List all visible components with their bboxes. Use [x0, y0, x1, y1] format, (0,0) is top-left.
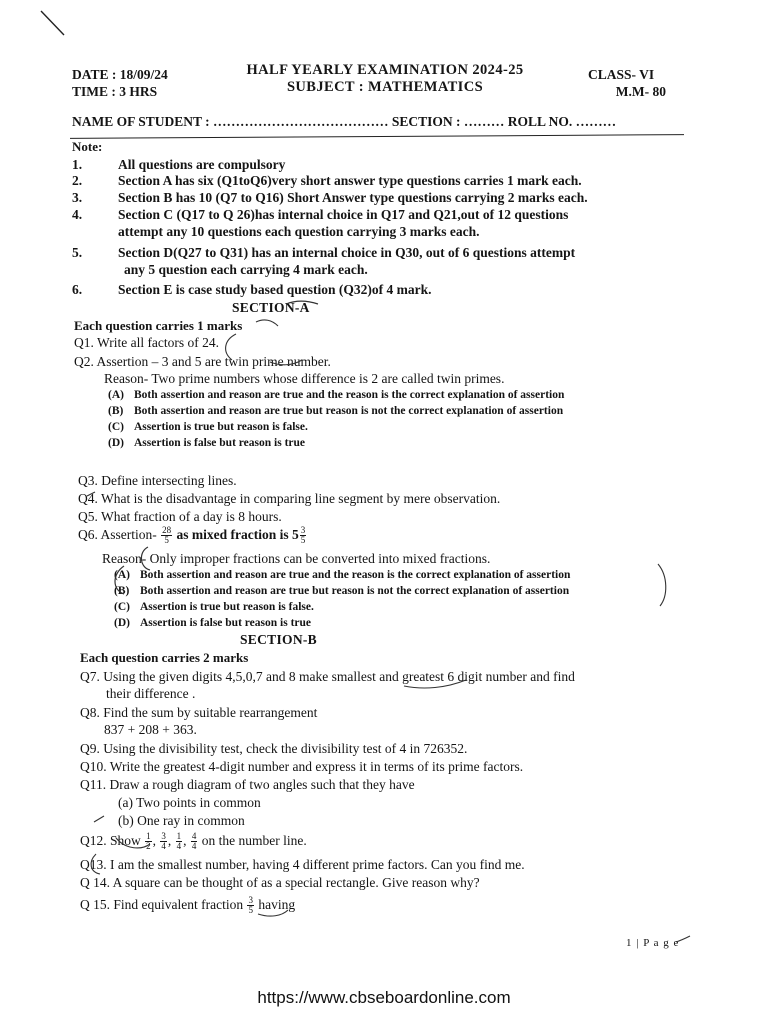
- option-label: (D): [114, 617, 130, 629]
- fraction-denominator: 2: [146, 841, 151, 852]
- question-13: Q13. I am the smallest number, having 4 different prime factors. Can you find me.: [80, 857, 525, 872]
- option-text: Assertion is false but reason is true: [140, 617, 312, 629]
- question-2-option-d: [108, 436, 305, 451]
- question-4: Q4. What is the disadvantage in comparing line segment by mere observation.: [78, 491, 501, 506]
- question-8-expression: 837 + 208 + 363.: [104, 722, 197, 737]
- question-14: Q 14. A square can be thought of as a special rectangle. Give reason why?: [80, 875, 480, 890]
- question-7: Q7. Using the given digits 4,5,0,7 and 8 make smallest and greatest 6 digit number and find: [80, 669, 575, 684]
- question-2-option-b: [108, 404, 563, 419]
- note-text: Section E is case study based question (Q32)of 4 mark.: [118, 282, 432, 297]
- note-number: 1.: [72, 157, 83, 172]
- question-6-option-a: [114, 568, 570, 583]
- question-6: [78, 526, 307, 545]
- fraction-4-4: [191, 832, 198, 851]
- option-text: Assertion is true but reason is false.: [140, 601, 314, 613]
- option-text: Assertion is false but reason is true: [134, 437, 306, 449]
- question-12: Q12. Show $\frac{1}{2}$ , $\frac{3}{4}$ , $\frac{1}{4}$ , $\frac{4}{4}$ on the number line.: [80, 831, 307, 852]
- question-10: Q10. Write the greatest 4-digit number and express it in terms of its prime factors.: [80, 759, 524, 774]
- section-a-title: SECTION-A: [232, 300, 310, 315]
- question-12-suffix: on the number line.: [201, 833, 307, 848]
- question-11: Q11. Draw a rough diagram of two angles such that they have: [80, 777, 415, 792]
- note-text: Section C (Q17 to Q 26)has internal choice in Q17 and Q21,out of 12 questions: [118, 207, 569, 222]
- fraction-numerator: 4: [191, 831, 197, 842]
- fraction-denominator: 5: [248, 905, 253, 916]
- fraction-denominator: 5: [164, 535, 169, 546]
- exam-subject: SUBJECT : MATHEMATICS: [286, 79, 484, 95]
- note-number: 4.: [72, 207, 83, 222]
- exam-date: DATE : 18/09/24: [72, 67, 168, 82]
- fraction-1-2: [145, 832, 152, 851]
- header-rule: [70, 134, 684, 139]
- question-2-option-a: [108, 388, 564, 403]
- question-11-part-b: (b) One ray in common: [118, 813, 245, 828]
- note-text: Section D(Q27 to Q31) has an internal choice in Q30, out of 6 questions attempt: [118, 245, 576, 260]
- question-6-mid: as mixed fraction is 5: [176, 527, 299, 542]
- notes-title: Note:: [72, 139, 103, 154]
- scan-stroke-mark: [38, 8, 68, 38]
- question-8: Q8. Find the sum by suitable rearrangement: [80, 705, 318, 720]
- question-2-reason: Reason- Two prime numbers whose difference is 2 are called twin primes.: [104, 371, 505, 386]
- header-right: [588, 66, 666, 100]
- note-text: Section B has 10 (Q7 to Q16) Short Answer type questions carrying 2 marks each.: [118, 190, 588, 205]
- fraction-28-5: [161, 526, 172, 545]
- section-b-subtitle: Each question carries 2 marks: [80, 650, 249, 665]
- header-left: [72, 66, 168, 100]
- question-11-part-a: (a) Two points in common: [118, 795, 261, 810]
- option-text: Assertion is true but reason is false.: [134, 421, 308, 433]
- option-label: (B): [114, 585, 130, 597]
- note-text: All questions are compulsory: [118, 157, 286, 172]
- fraction-3-5: [247, 896, 254, 915]
- section-b-title: SECTION-B: [240, 632, 317, 647]
- header-center: [240, 62, 530, 96]
- note-text-continued: attempt any 10 questions each question carrying 3 marks each.: [118, 224, 480, 239]
- question-6-option-c: [114, 600, 314, 615]
- fraction-numerator: 3: [300, 525, 306, 536]
- question-15-prefix: Q 15. Find equivalent fraction: [80, 897, 244, 912]
- option-label: (C): [114, 601, 130, 613]
- question-15-suffix: having: [258, 897, 296, 912]
- option-text: Both assertion and reason are true and the reason is the correct explanation of assertion: [134, 389, 565, 401]
- question-9: Q9. Using the divisibility test, check the divisibility test of 4 in 726352.: [80, 741, 468, 756]
- fraction-numerator: 3: [248, 895, 253, 906]
- max-marks: M.M- 80: [615, 84, 666, 99]
- option-label: (D): [108, 437, 124, 449]
- fraction-numerator: 28: [162, 525, 172, 536]
- exam-time: TIME : 3 HRS: [72, 84, 158, 99]
- question-6-reason: Reason- Only improper fractions can be converted into mixed fractions.: [102, 551, 491, 566]
- option-label: (A): [108, 389, 124, 401]
- fraction-3-4: [160, 832, 167, 851]
- fraction-numerator: 1: [146, 831, 151, 842]
- note-number: 3.: [72, 190, 83, 205]
- fraction-denominator: 4: [191, 841, 197, 852]
- exam-class: CLASS- VI: [588, 67, 655, 82]
- option-label: (B): [108, 405, 124, 417]
- question-3: Q3. Define intersecting lines.: [78, 473, 237, 488]
- question-2: Q2. Assertion – 3 and 5 are twin prime number.: [74, 354, 331, 369]
- question-12-prefix: Q12. Show: [80, 833, 141, 848]
- fraction-denominator: 4: [176, 841, 182, 852]
- question-6-option-b: [114, 584, 569, 599]
- question-15: [80, 896, 295, 915]
- fraction-numerator: 1: [176, 831, 182, 842]
- exam-title: HALF YEARLY EXAMINATION 2024-25: [246, 62, 524, 78]
- question-6-prefix: Q6. Assertion-: [78, 527, 157, 542]
- question-6-option-d: [114, 616, 311, 631]
- question-1: Q1. Write all factors of 24.: [74, 335, 220, 350]
- option-text: Both assertion and reason are true but reason is not the correct explanation of assertion: [140, 585, 570, 597]
- note-number: 5.: [72, 245, 83, 260]
- fraction-numerator: 3: [161, 831, 166, 842]
- option-text: Both assertion and reason are true but reason is not the correct explanation of assertion: [134, 405, 564, 417]
- option-label: (C): [108, 421, 124, 433]
- question-5: Q5. What fraction of a day is 8 hours.: [78, 509, 282, 524]
- option-label: (A): [114, 569, 130, 581]
- question-2-option-c: [108, 420, 308, 435]
- note-text: Section A has six (Q1toQ6)very short answer type questions carries 1 mark each.: [118, 173, 582, 188]
- note-number: 2.: [72, 173, 83, 188]
- section-a-subtitle: Each question carries 1 marks: [74, 318, 243, 333]
- fraction-denominator: 5: [300, 535, 306, 546]
- question-7-continued: their difference .: [106, 686, 196, 701]
- option-text: Both assertion and reason are true and the reason is the correct explanation of assertion: [140, 569, 571, 581]
- fraction-1-4: [176, 832, 183, 851]
- fraction-denominator: 4: [161, 841, 166, 852]
- student-details-line: NAME OF STUDENT : ………………………………… SECTION : ……… ROLL NO. ………: [72, 114, 617, 129]
- page-number: 1 | P a g e: [626, 937, 680, 949]
- fraction-3-5: [300, 526, 307, 545]
- note-number: 6.: [72, 282, 83, 297]
- note-text-continued: any 5 question each carrying 4 mark each.: [124, 262, 368, 277]
- footer-url: https://www.cbseboardonline.com: [257, 988, 511, 1007]
